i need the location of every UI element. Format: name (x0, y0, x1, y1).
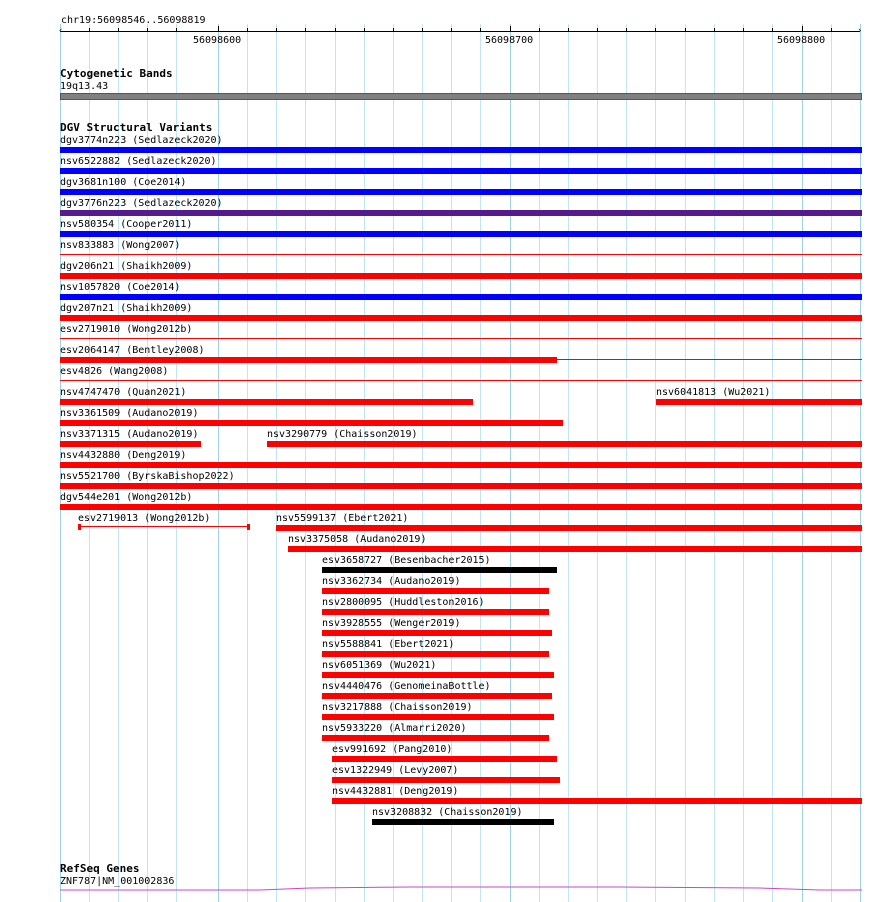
variant-label[interactable]: esv2719010 (Wong2012b) (60, 324, 193, 335)
ruler-tick (393, 28, 394, 32)
variant-label[interactable]: nsv5588841 (Ebert2021) (322, 639, 455, 650)
variant-bar[interactable] (322, 609, 549, 615)
variant-bar[interactable] (322, 714, 554, 720)
variant-label[interactable]: nsv2800095 (Huddleston2016) (322, 597, 485, 608)
variant-bar[interactable] (60, 338, 862, 339)
ruler-tick (743, 28, 744, 32)
ruler-tick (305, 28, 306, 32)
ruler-tick (422, 28, 423, 32)
variant-label[interactable]: nsv3208832 (Chaisson2019) (372, 807, 523, 818)
variant-label[interactable]: nsv4432881 (Deng2019) (332, 786, 459, 797)
ruler-tick (685, 28, 686, 32)
variant-bar[interactable] (60, 210, 862, 216)
variant-bar[interactable] (60, 294, 862, 300)
ruler-tick (276, 28, 277, 32)
gene-intron-line (60, 887, 862, 890)
ruler-tick (510, 26, 511, 32)
cytoband-track-title[interactable]: Cytogenetic Bands (60, 67, 173, 80)
variant-bar[interactable] (60, 231, 862, 237)
ruler-tick (451, 28, 452, 32)
variant-label[interactable]: nsv3290779 (Chaisson2019) (267, 429, 418, 440)
ruler-right-arrow-icon: › (857, 26, 863, 36)
ruler-label-56098800: 56098800 (777, 35, 826, 46)
variant-label[interactable]: dgv544e201 (Wong2012b) (60, 492, 193, 503)
variant-bar[interactable] (60, 147, 862, 153)
variant-bar[interactable] (60, 420, 563, 426)
variant-bar[interactable] (332, 798, 862, 804)
variant-label[interactable]: nsv5933220 (Almarri2020) (322, 723, 467, 734)
variant-label[interactable]: dgv3774n223 (Sedlazeck2020) (60, 135, 223, 146)
variant-bar[interactable] (60, 462, 862, 468)
variant-label[interactable]: nsv1057820 (Coe2014) (60, 282, 181, 293)
variant-label[interactable]: nsv3371315 (Audano2019) (60, 429, 199, 440)
variant-bar[interactable] (60, 254, 862, 255)
variant-bar-cap[interactable] (247, 524, 250, 530)
variant-label[interactable]: esv2064147 (Bentley2008) (60, 345, 205, 356)
variant-bar[interactable] (60, 483, 862, 489)
variant-label[interactable]: nsv6041813 (Wu2021) (656, 387, 771, 398)
variant-label[interactable]: esv2719013 (Wong2012b) (78, 513, 211, 524)
ruler-tick (568, 28, 569, 32)
variant-label[interactable]: nsv4432880 (Deng2019) (60, 450, 187, 461)
ruler-label-56098700: 56098700 (485, 35, 534, 46)
variant-label[interactable]: esv3658727 (Besenbacher2015) (322, 555, 491, 566)
variant-bar[interactable] (267, 441, 862, 447)
ruler-tick (147, 28, 148, 32)
variant-bar[interactable] (372, 819, 554, 825)
variant-bar[interactable] (60, 504, 862, 510)
variant-bar[interactable] (60, 357, 557, 363)
variant-bar[interactable] (60, 399, 473, 405)
ruler-line (60, 31, 860, 32)
variant-label[interactable]: nsv3375058 (Audano2019) (288, 534, 427, 545)
ruler-tick (118, 28, 119, 32)
variant-bar[interactable] (332, 756, 557, 762)
variant-bar[interactable] (322, 672, 554, 678)
variant-label[interactable]: nsv3217888 (Chaisson2019) (322, 702, 473, 713)
variant-label[interactable]: dgv206n21 (Shaikh2009) (60, 261, 193, 272)
variant-bar[interactable] (322, 693, 552, 699)
variant-label[interactable]: esv1322949 (Levy2007) (332, 765, 459, 776)
variant-bar[interactable] (656, 399, 862, 405)
variant-bar[interactable] (60, 315, 862, 321)
variant-label[interactable]: nsv6051369 (Wu2021) (322, 660, 437, 671)
cytoband-label: 19q13.43 (60, 81, 109, 92)
variant-label[interactable]: dgv3776n223 (Sedlazeck2020) (60, 198, 223, 209)
variant-label[interactable]: nsv3361509 (Audano2019) (60, 408, 199, 419)
variant-label[interactable]: nsv6522882 (Sedlazeck2020) (60, 156, 217, 167)
ruler-tick (364, 28, 365, 32)
variant-bar[interactable] (60, 380, 862, 381)
variant-label[interactable]: nsv5599137 (Ebert2021) (276, 513, 409, 524)
variant-label[interactable]: nsv580354 (Cooper2011) (60, 219, 193, 230)
ruler-tick (626, 28, 627, 32)
ruler-tick (335, 28, 336, 32)
variant-label[interactable]: nsv5521700 (ByrskaBishop2022) (60, 471, 235, 482)
variant-bar[interactable] (322, 630, 552, 636)
location-label: chr19:56098546..56098819 (61, 15, 206, 26)
variant-bar[interactable] (332, 777, 560, 783)
variant-bar-thin[interactable] (81, 526, 248, 527)
variant-label[interactable]: nsv833883 (Wong2007) (60, 240, 181, 251)
ruler-label-56098600: 56098600 (193, 35, 242, 46)
cytoband-bar[interactable] (60, 93, 862, 100)
variant-label[interactable]: dgv3681n100 (Coe2014) (60, 177, 187, 188)
ruler-tick (831, 28, 832, 32)
variant-label[interactable]: nsv4440476 (GenomeinaBottle) (322, 681, 491, 692)
variant-bar-thin[interactable] (557, 359, 862, 360)
variant-bar[interactable] (60, 168, 862, 174)
variant-bar[interactable] (322, 588, 549, 594)
dgv-track-title[interactable]: DGV Structural Variants (60, 121, 213, 134)
variant-label[interactable]: dgv207n21 (Shaikh2009) (60, 303, 193, 314)
variant-bar[interactable] (276, 525, 862, 531)
ruler-tick (802, 26, 803, 32)
variant-bar[interactable] (288, 546, 862, 552)
variant-bar[interactable] (60, 189, 862, 195)
ruler-tick (597, 28, 598, 32)
variant-bar-cap[interactable] (78, 524, 81, 530)
gene-label[interactable]: ZNF787|NM_001002836 (60, 876, 175, 887)
ruler-tick (218, 26, 219, 32)
ruler-left-arrow-icon: ‹ (58, 26, 64, 36)
variant-label[interactable]: esv991692 (Pang2010) (332, 744, 453, 755)
ruler-tick (714, 28, 715, 32)
variant-label[interactable]: nsv3928555 (Wenger2019) (322, 618, 461, 629)
ruler-tick (539, 28, 540, 32)
ruler-tick (176, 28, 177, 32)
ruler-tick (655, 28, 656, 32)
variant-label[interactable]: nsv3362734 (Audano2019) (322, 576, 461, 587)
ruler-tick (247, 28, 248, 32)
ruler-tick (89, 28, 90, 32)
ruler-tick (480, 28, 481, 32)
variant-bar[interactable] (60, 441, 201, 447)
variant-bar[interactable] (322, 651, 549, 657)
gene-model[interactable] (60, 884, 862, 894)
ruler-tick (772, 28, 773, 32)
refseq-track-title[interactable]: RefSeq Genes (60, 862, 140, 875)
variant-bar[interactable] (322, 735, 549, 741)
variant-bar[interactable] (60, 273, 862, 279)
variant-label[interactable]: nsv4747470 (Quan2021) (60, 387, 187, 398)
variant-label[interactable]: esv4826 (Wang2008) (60, 366, 169, 377)
variant-bar[interactable] (322, 567, 557, 573)
